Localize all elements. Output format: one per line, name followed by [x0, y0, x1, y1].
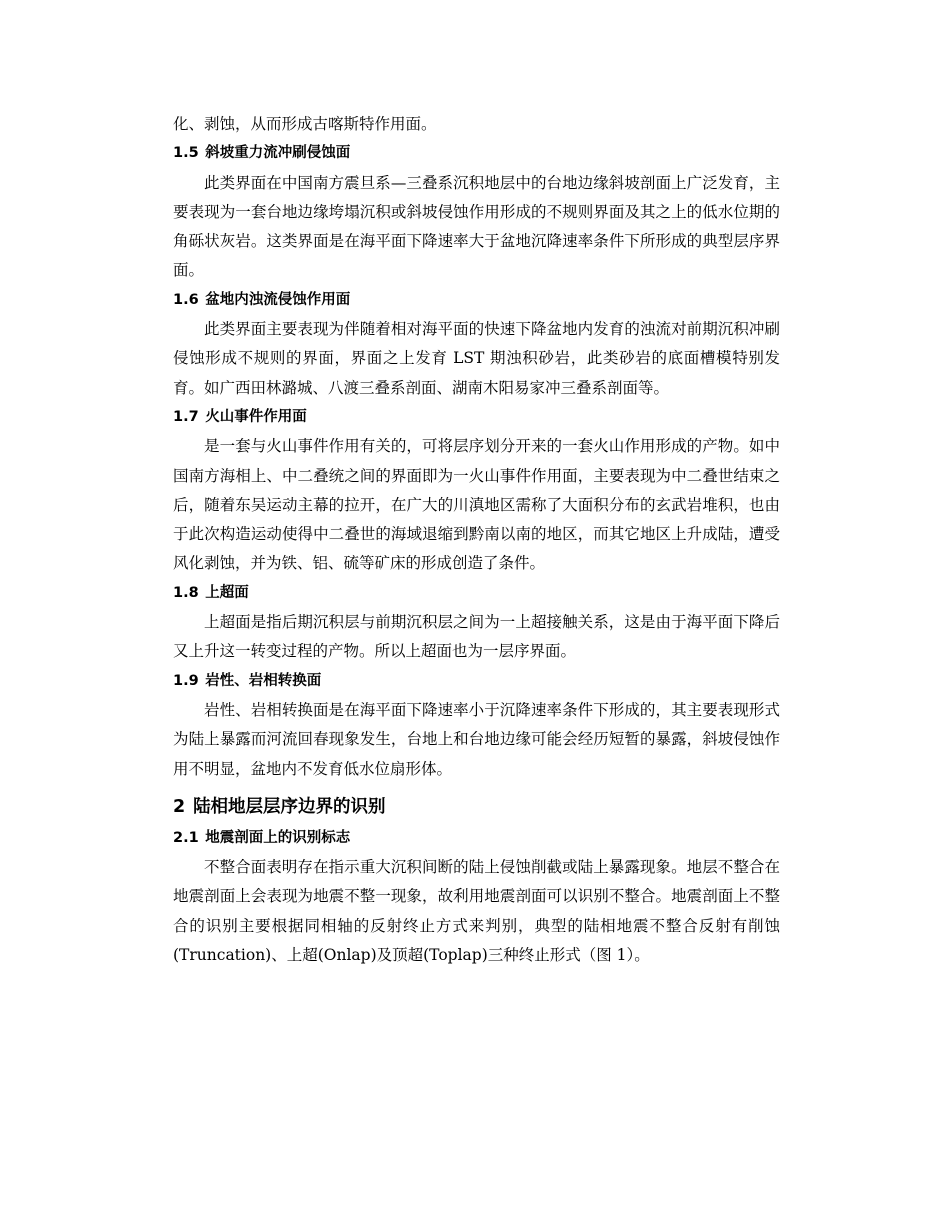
section-number: 1.9 [173, 672, 199, 689]
section-title: 火山事件作用面 [205, 408, 307, 425]
chapter-2 [173, 790, 780, 824]
section-body: 岩性、岩相转换面是在海平面下降速率小于沉降速率条件下形成的，其主要表现形式为陆上暴露而河流回春现象发生，台地上和台地边缘可能会经历短暂的暴露，斜坡侵蚀作用不明显，盆地内不发育低水位扇形体。 [173, 700, 780, 778]
section-title: 地震剖面上的识别标志 [205, 829, 351, 846]
section-heading [173, 286, 780, 315]
section-heading [173, 403, 780, 432]
section-body: 是一套与火山事件作用有关的，可将层序划分开来的一套火山作用形成的产物。如中国南方海相上、中二叠统之间的界面即为一火山事件作用面，主要表现为中二叠世结束之后，随着东吴运动主幕的拉开，在广大的川滇地区需称了大面积分布的玄武岩堆积，也由于此次构造运动使得中二叠世的海域退缩到黔南以南的地区，而其它地区上升成陆，遭受风化剥蚀，并为铁、铝、硫等矿床的形成创造了条件。 [173, 437, 780, 573]
section-number: 1.6 [173, 291, 199, 308]
section-heading [173, 579, 780, 608]
intro-paragraph: 化、剥蚀，从而形成古喀斯特作用面。 [173, 115, 437, 133]
section-body: 此类界面主要表现为伴随着相对海平面的快速下降盆地内发育的浊流对前期沉积冲刷侵蚀形成不规则的界面，界面之上发育 LST 期浊积砂岩，此类砂岩的底面槽模特别发育。如广西田林潞城、八渡三叠系剖面、湖南木阳易家冲三叠系剖面等。 [173, 320, 780, 397]
section-1-8 [173, 579, 780, 667]
section-number: 1.5 [173, 145, 199, 162]
section-number: 2.1 [173, 829, 199, 846]
section-1-5 [173, 139, 780, 285]
section-heading [173, 139, 780, 168]
chapter-title: 陆相地层层序边界的识别 [193, 796, 386, 817]
section-body: 上超面是指后期沉积层与前期沉积层之间为一上超接触关系，这是由于海平面下降后又上升这一转变过程的产物。所以上超面也为一层序界面。 [173, 613, 780, 661]
section-body: 不整合面表明存在指示重大沉积间断的陆上侵蚀削截或陆上暴露现象。地层不整合在地震剖面上会表现为地震不整一现象，故利用地震剖面可以识别不整合。地震剖面上不整合的识别主要根据同相轴的反射终止方式来判别，典型的陆相地震不整合反射有削蚀(Truncation)、上超(Onlap)及顶超(Toplap)三种终止形式（图 1）。 [173, 858, 780, 965]
document-page [173, 110, 780, 970]
section-1-7 [173, 403, 780, 579]
section-heading [173, 824, 780, 853]
section-number: 1.8 [173, 584, 199, 601]
section-body: 此类界面在中国南方震旦系—三叠系沉积地层中的台地边缘斜坡剖面上广泛发育，主要表现为一套台地边缘垮塌沉积或斜坡侵蚀作用形成的不规则界面及其之上的低水位期的角砾状灰岩。这类界面是在海平面下降速率大于盆地沉降速率条件下所形成的典型层序界面。 [173, 173, 780, 280]
section-heading [173, 667, 780, 696]
section-2-1 [173, 824, 780, 970]
section-1-9 [173, 667, 780, 784]
section-title: 岩性、岩相转换面 [205, 672, 322, 689]
section-1-6 [173, 286, 780, 403]
chapter-number: 2 [173, 796, 186, 817]
section-number: 1.7 [173, 408, 199, 425]
section-title: 上超面 [205, 584, 249, 601]
section-title: 斜坡重力流冲刷侵蚀面 [205, 145, 351, 162]
chapter-heading [173, 790, 780, 824]
section-title: 盆地内浊流侵蚀作用面 [205, 291, 351, 308]
